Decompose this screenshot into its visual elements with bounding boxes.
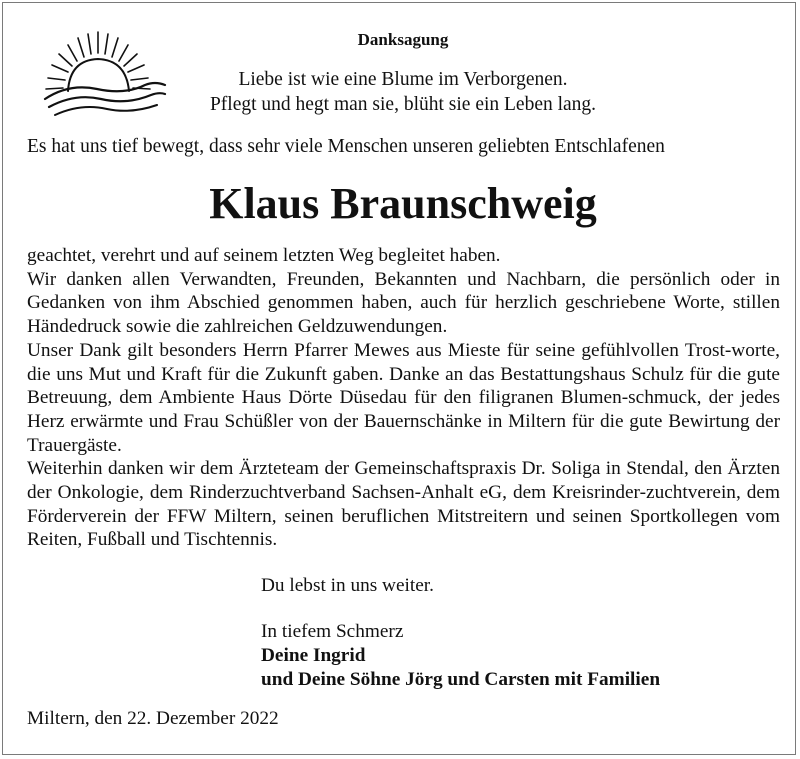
deceased-name: Klaus Braunschweig — [209, 179, 597, 228]
signer-1: Deine Ingrid — [261, 645, 366, 666]
quote-line-1: Liebe ist wie eine Blume im Verborgenen. — [238, 69, 568, 90]
paragraph-2: Wir danken allen Verwandten, Freunden, Bekannten und Nachbarn, die persönlich oder in Gedanken von ihm Abschied genommen haben, auch für herzlich geschriebene Worte, stillen Händedruck sowie die zahlreichen Geldzuwendungen. — [27, 268, 780, 338]
announcement-frame — [2, 2, 796, 755]
body-text — [27, 244, 780, 552]
place-date: Miltern, den 22. Dezember 2022 — [27, 708, 279, 729]
sunset-icon — [41, 23, 169, 123]
quote-line-2: Pflegt und hegt man sie, blüht sie ein Leben lang. — [209, 94, 597, 115]
paragraph-1: geachtet, verehrt und auf seinem letzten Weg begleitet haben. — [27, 245, 501, 266]
intro-text: Es hat uns tief bewegt, dass sehr viele Menschen unseren geliebten Entschlafenen — [27, 136, 665, 157]
paragraph-3: Unser Dank gilt besonders Herrn Pfarrer Mewes aus Mieste für seine gefühlvollen Trost-worte, die uns Mut und Kraft für die Zukunft gaben. Danke an das Bestattungshaus Schulz für die gute Betreuung, dem Ambiente Haus Dörte Düsedau für den filigranen Blumen-schmuck, der jedes Herz erwärmte und Frau Schüßler von der Bauernschänke in Miltern für die gute Bewirtung der Trauergäste. — [27, 339, 780, 456]
signer-2: und Deine Söhne Jörg und Carsten mit Familien — [261, 669, 661, 690]
closing-motto: Du lebst in uns weiter. — [261, 575, 434, 596]
closing-phrase: In tiefem Schmerz — [261, 621, 404, 642]
paragraph-4: Weiterhin danken wir dem Ärzteteam der Gemeinschaftspraxis Dr. Soliga in Stendal, den Ärzten der Onkologie, dem Rinderzuchtverband Sachsen-Anhalt eG, dem Kreisrinder-zuchtverein, dem Förderverein der FFW Miltern, seinen beruflichen Mitstreitern und seinen Sportkollegen vom Reiten, Fußball und Tischtennis. — [27, 458, 780, 551]
heading: Danksagung — [357, 30, 449, 49]
quote — [163, 67, 643, 117]
